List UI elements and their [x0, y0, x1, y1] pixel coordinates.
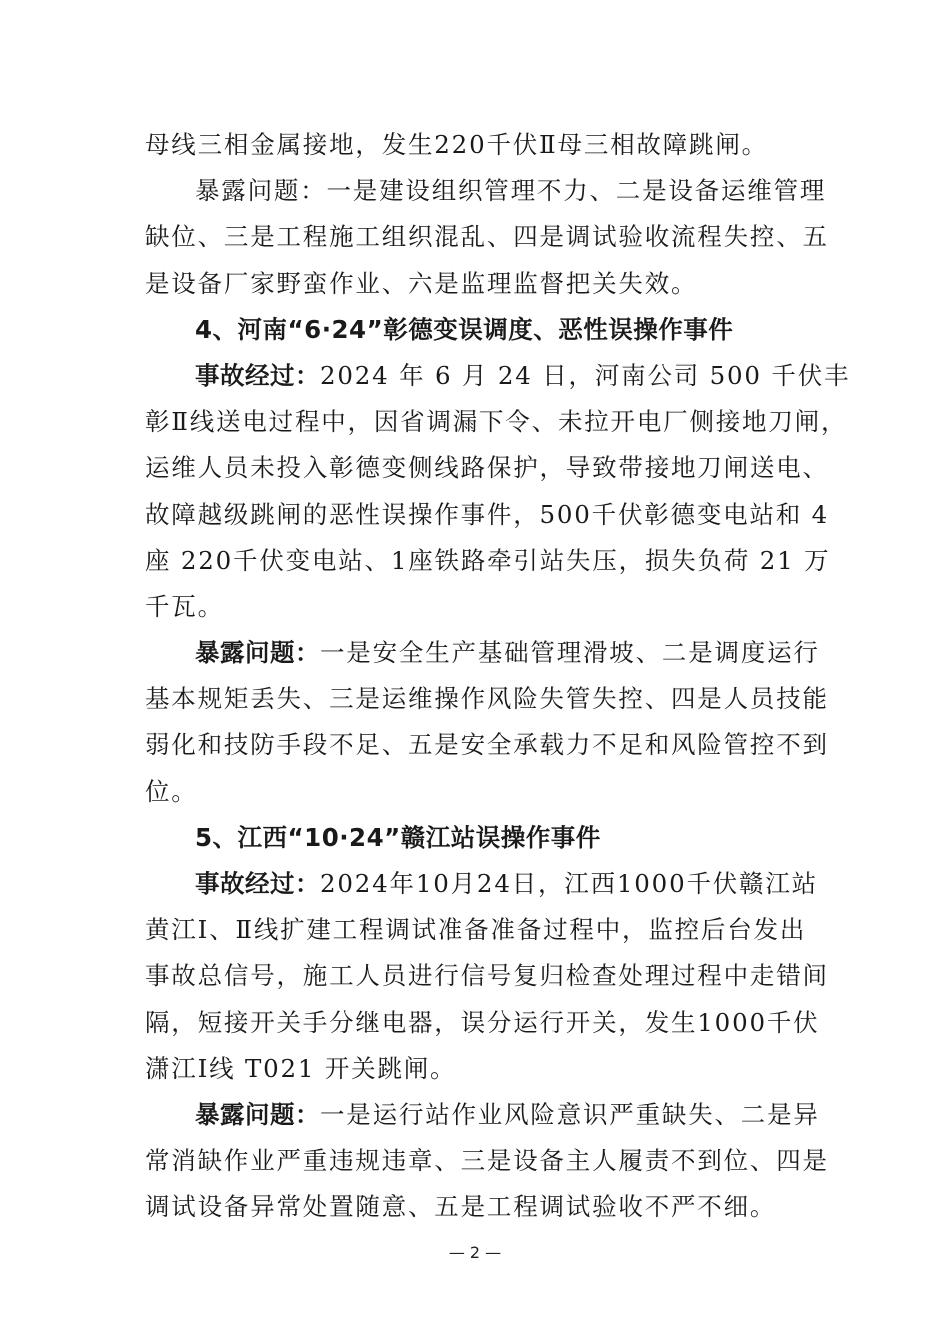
process-label: 事故经过：	[195, 360, 320, 390]
paragraph-line: 常消缺作业严重违规违章、三是设备主人履责不到位、四是	[145, 1146, 829, 1176]
issues-paragraph-line: 暴露问题：一是建设组织管理不力、二是设备运维管理	[195, 176, 827, 206]
paragraph-line: 隔，短接开关手分继电器，误分运行开关，发生1000千伏	[145, 1007, 820, 1037]
paragraph-line: 位。	[145, 776, 198, 806]
issues-text: 暴露问题：	[195, 176, 327, 206]
paragraph-line: 缺位、三是工程施工组织混乱、四是调试验收流程失控、五	[145, 222, 829, 252]
paragraph-line: 运维人员未投入彰德变侧线路保护，导致带接地刀闸送电、	[145, 453, 829, 483]
section-heading-5: 5、江西“10·24”赣江站误操作事件	[195, 822, 601, 852]
paragraph-line: 是设备厂家野蛮作业、六是监理监督把关失效。	[145, 268, 698, 298]
paragraph-line: 基本规矩丢失、三是运维操作风险失管失控、四是人员技能	[145, 684, 829, 714]
paragraph-line: 潇江Ⅰ线 T021 开关跳闸。	[145, 1053, 457, 1083]
paragraph-line: 黄江Ⅰ、Ⅱ线扩建工程调试准备准备过程中，监控后台发出	[145, 915, 807, 945]
paragraph-line: 调试设备异常处置随意、五是工程调试验收不严不细。	[145, 1192, 777, 1222]
paragraph-line: 弱化和技防手段不足、五是安全承载力不足和风险管控不到	[145, 730, 829, 760]
page-number: — 2 —	[448, 1243, 502, 1262]
paragraph-line: 母线三相金属接地，发生220千伏Ⅱ母三相故障跳闸。	[145, 130, 768, 159]
paragraph-line: 彰Ⅱ线送电过程中，因省调漏下令、未拉开电厂侧接地刀闸，	[145, 407, 848, 437]
section-heading-4: 4、河南“6·24”彰德变误调度、恶性误操作事件	[195, 314, 734, 344]
issues-label: 暴露问题：	[195, 1099, 320, 1129]
process-paragraph-line: 事故经过：2024 年 6 月 24 日，河南公司 500 千伏丰	[195, 360, 851, 390]
issues-label: 暴露问题：	[195, 638, 320, 668]
paragraph-line: 事故总信号，施工人员进行信号复归检查处理过程中走错间	[145, 961, 829, 991]
paragraph-line: 座 220千伏变电站、1座铁路牵引站失压，损失负荷 21 万	[145, 545, 831, 575]
process-label: 事故经过：	[195, 869, 320, 898]
paragraph-line: 故障越级跳闸的恶性误操作事件，500千伏彰德变电站和 4	[145, 499, 830, 529]
document-body	[145, 122, 851, 1231]
issues-paragraph-line: 暴露问题：一是运行站作业风险意识严重缺失、二是异	[195, 1099, 820, 1129]
issues-paragraph-line: 暴露问题：一是安全生产基础管理滑坡、二是调度运行	[195, 638, 820, 668]
paragraph-line: 千瓦。	[145, 591, 224, 621]
process-paragraph-line: 事故经过：2024年10月24日，江西1000千伏赣江站	[195, 869, 818, 898]
